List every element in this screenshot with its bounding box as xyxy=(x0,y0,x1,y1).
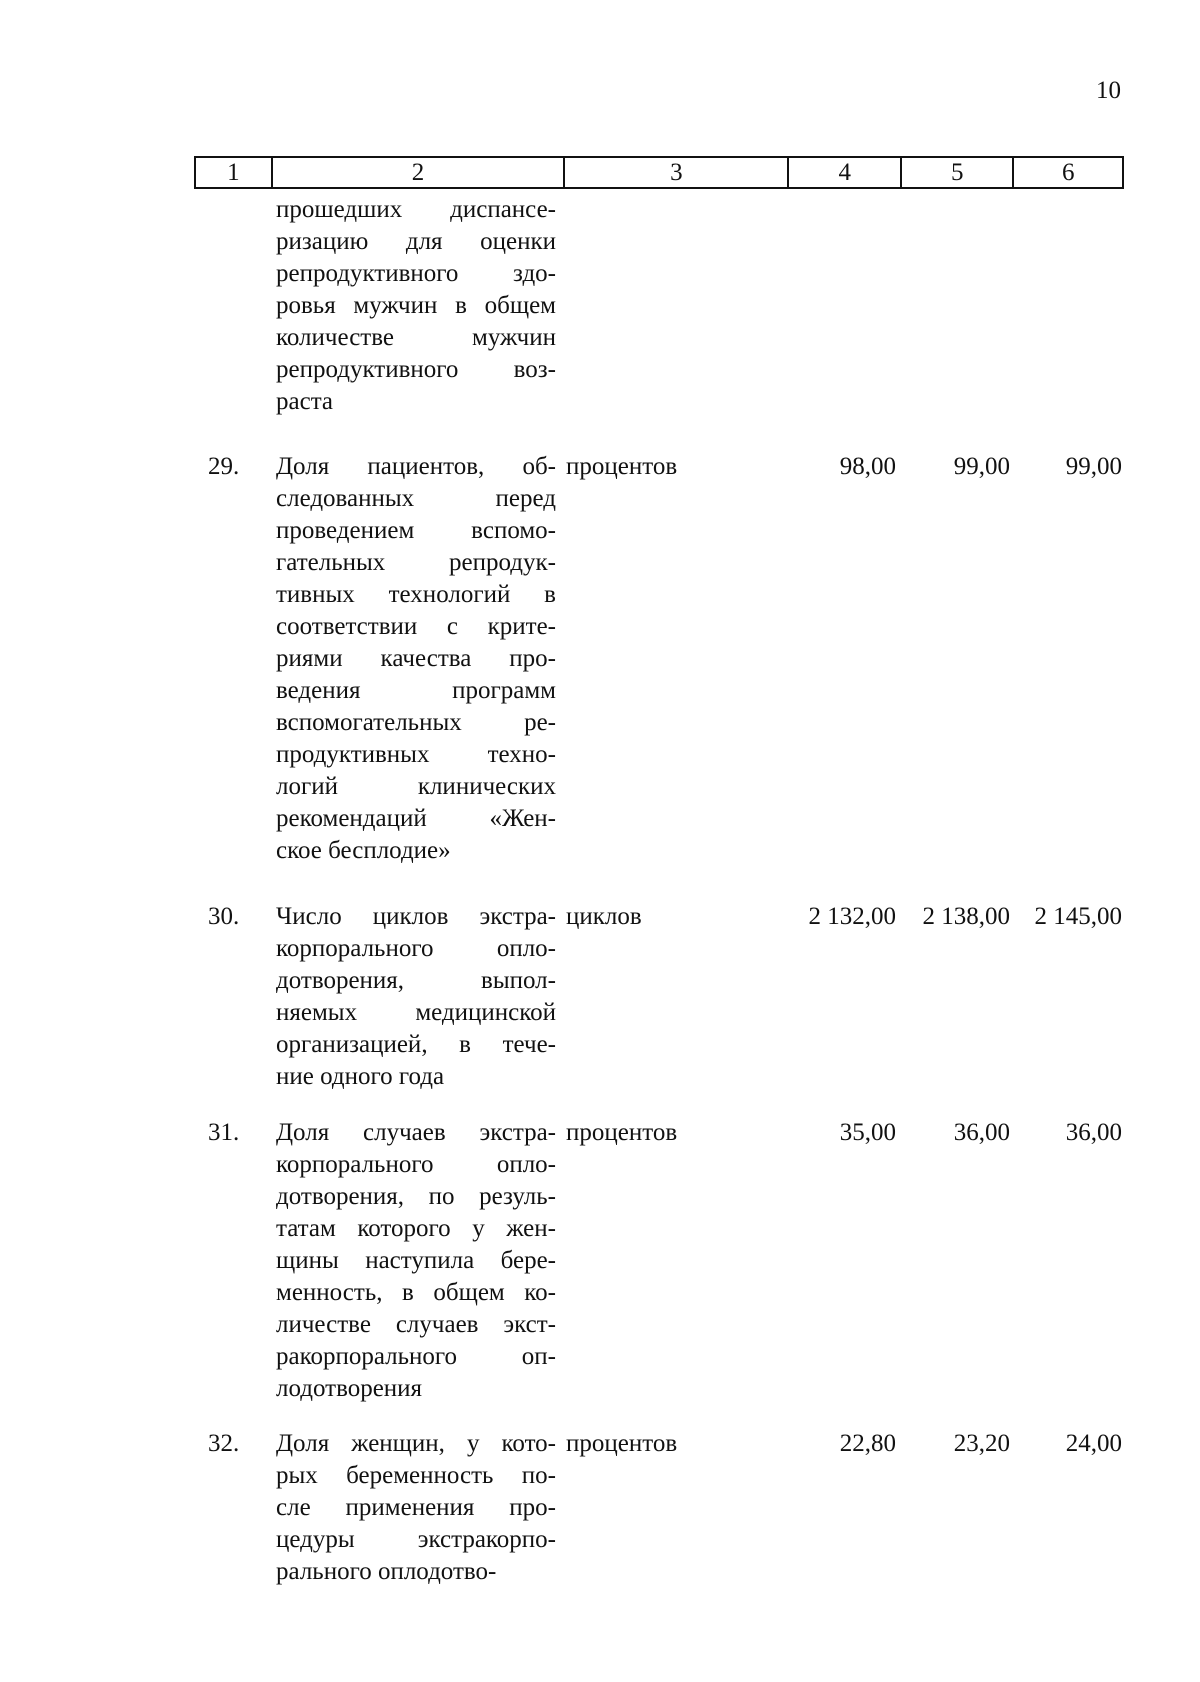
indicator-name-line: репродуктивного воз- xyxy=(276,356,556,383)
indicator-name-line: няемых медицинской xyxy=(276,999,556,1026)
indicator-name-line: лодотворения xyxy=(276,1375,423,1402)
row-number: 30. xyxy=(208,903,240,930)
indicator-name xyxy=(276,1428,556,1588)
indicator-name-line: ракорпорального оп- xyxy=(276,1343,556,1370)
indicator-name-line: количестве мужчин xyxy=(276,324,556,351)
indicator-name-line: гательных репродук- xyxy=(276,549,556,576)
indicator-name-line: проведением вспомо- xyxy=(276,517,556,544)
row-number: 29. xyxy=(208,453,240,480)
indicator-name-line: ское бесплодие» xyxy=(276,837,451,864)
indicator-name-line: Доля случаев экстра- xyxy=(276,1119,556,1146)
value-col-5: 99,00 xyxy=(953,453,1010,480)
indicator-name-line: Число циклов экстра- xyxy=(276,903,556,930)
indicator-name-line: цедуры экстракорпо- xyxy=(276,1526,556,1553)
value-col-4: 35,00 xyxy=(839,1119,896,1146)
indicator-name-line: татам которого у жен- xyxy=(276,1215,556,1242)
value-col-6: 2 145,00 xyxy=(1034,903,1122,930)
unit-of-measure: процентов xyxy=(566,1430,678,1457)
page-number: 10 xyxy=(1096,77,1121,104)
indicator-name-line: рых беременность по- xyxy=(276,1462,556,1489)
unit-of-measure: процентов xyxy=(566,1119,678,1146)
column-header-2: 2 xyxy=(273,158,566,187)
value-col-5: 36,00 xyxy=(953,1119,1010,1146)
indicator-name-line: сле применения про- xyxy=(276,1494,556,1521)
indicator-name-line: раста xyxy=(276,388,334,415)
value-col-4: 98,00 xyxy=(839,453,896,480)
indicator-name-line: корпорального опло- xyxy=(276,935,556,962)
table-header-row xyxy=(194,156,1124,189)
indicator-name-line: дотворения, выпол- xyxy=(276,967,556,994)
indicator-name-line: продуктивных техно- xyxy=(276,741,556,768)
indicator-name-line: рального оплодотво- xyxy=(276,1558,497,1585)
value-col-6: 36,00 xyxy=(1065,1119,1122,1146)
indicator-name-line: рекомендаций «Жен- xyxy=(276,805,556,832)
indicator-name-line: соответствии с крите- xyxy=(276,613,556,640)
indicator-name-line: корпорального опло- xyxy=(276,1151,556,1178)
indicator-name-line: Доля пациентов, об- xyxy=(276,453,556,480)
column-header-1: 1 xyxy=(196,158,273,187)
unit-of-measure: циклов xyxy=(566,903,642,930)
indicator-name-line: щины наступила бере- xyxy=(276,1247,556,1274)
indicator-name-line: прошедших диспансе- xyxy=(276,196,556,223)
row-number: 31. xyxy=(208,1119,240,1146)
indicator-name-line: риями качества про- xyxy=(276,645,556,672)
indicator-name-line: репродуктивного здо- xyxy=(276,260,556,287)
row-number: 32. xyxy=(208,1430,240,1457)
indicator-name-line: ризацию для оценки xyxy=(276,228,556,255)
indicator-name-line: организацией, в тече- xyxy=(276,1031,556,1058)
indicator-name-line: ровья мужчин в общем xyxy=(276,292,556,319)
indicator-name-line: ведения программ xyxy=(276,677,556,704)
indicator-name-line: дотворения, по резуль- xyxy=(276,1183,556,1210)
value-col-6: 24,00 xyxy=(1065,1430,1122,1457)
value-col-6: 99,00 xyxy=(1065,453,1122,480)
indicator-name xyxy=(276,901,556,1093)
value-col-5: 23,20 xyxy=(953,1430,1010,1457)
indicator-name xyxy=(276,1117,556,1405)
indicator-name-line: ние одного года xyxy=(276,1063,445,1090)
indicator-name xyxy=(276,194,556,418)
indicator-name-line: Доля женщин, у кото- xyxy=(276,1430,556,1457)
indicator-name-line: менность, в общем ко- xyxy=(276,1279,556,1306)
value-col-5: 2 138,00 xyxy=(922,903,1010,930)
indicator-name-line: логий клинических xyxy=(276,773,556,800)
value-col-4: 2 132,00 xyxy=(808,903,896,930)
column-header-5: 5 xyxy=(902,158,1015,187)
indicator-name-line: личестве случаев экст- xyxy=(276,1311,556,1338)
value-col-4: 22,80 xyxy=(839,1430,896,1457)
indicator-name-line: вспомогательных ре- xyxy=(276,709,556,736)
column-header-4: 4 xyxy=(789,158,902,187)
unit-of-measure: процентов xyxy=(566,453,678,480)
column-header-3: 3 xyxy=(565,158,789,187)
indicator-name-line: тивных технологий в xyxy=(276,581,556,608)
indicator-name-line: следованных перед xyxy=(276,485,556,512)
indicator-name xyxy=(276,451,556,867)
column-header-6: 6 xyxy=(1061,159,1075,186)
